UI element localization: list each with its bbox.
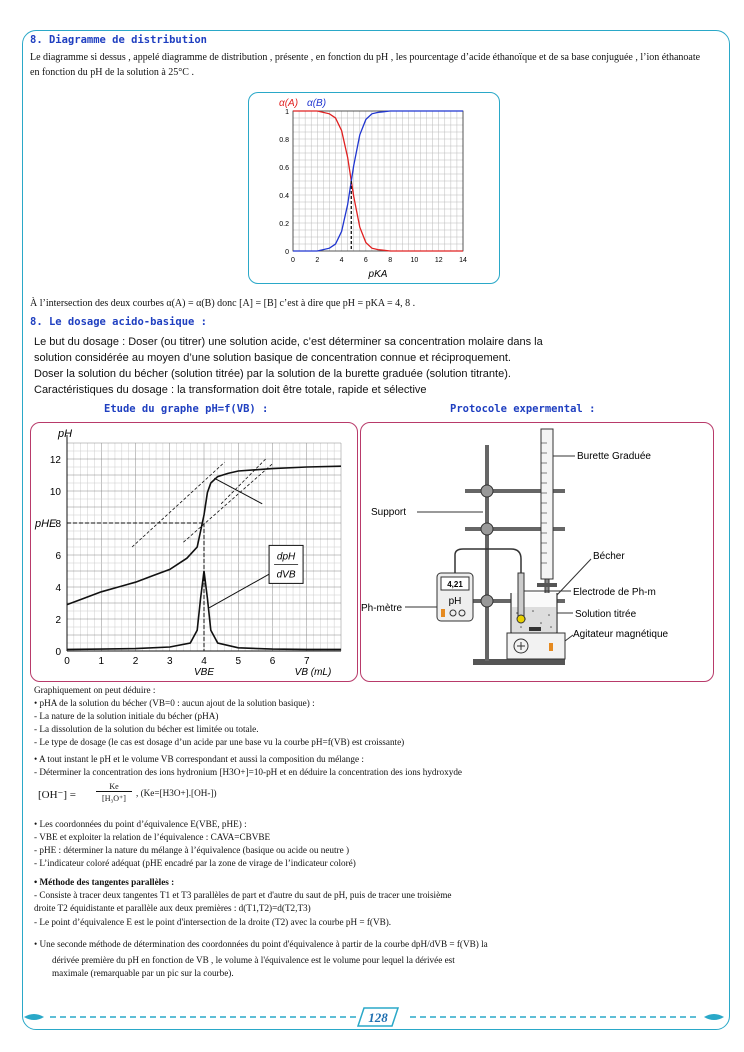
y-tick-label: 0.6 — [279, 165, 289, 172]
dosage-line-3: Doser la solution du bécher (solution titrée) par la solution de la burette graduée (solution titrante). — [34, 368, 511, 380]
x-tick-label: 0 — [64, 656, 70, 667]
label-support: Support — [371, 507, 407, 518]
body-line-4: - La dissolution de la solution du bécher est limitée ou totale. — [34, 724, 259, 734]
label-burette: Burette Graduée — [577, 451, 651, 462]
burette-tap — [537, 583, 557, 587]
y-tick-label: 0 — [285, 249, 289, 256]
distribution-chart-box — [248, 92, 500, 284]
x-tick-label: 6 — [269, 656, 276, 667]
derivative-label-bottom: dVB — [276, 569, 296, 581]
graph-heading: Etude du graphe pH=f(VB) : — [104, 403, 269, 415]
x-tick-label: 7 — [303, 656, 310, 667]
y-tick-label: 1 — [285, 109, 289, 116]
body-line-5: - Le type de dosage (le cas est dosage d’un acide par une base vu la courbe pH=f(VB) est croissante) — [34, 737, 405, 747]
x-axis-label: VB (mL) — [294, 667, 332, 678]
body-line-17: dérivée première du pH en fonction de VB , le volume à l'équivalence est le volume pour lequel la dérivée est — [52, 955, 455, 965]
apparatus-diagram — [361, 423, 713, 681]
section-title-dosage: 8. Le dosage acido-basique : — [30, 316, 208, 328]
y-tick-label: 8 — [55, 519, 61, 530]
titration-chart — [31, 423, 357, 681]
legend-alpha-a: α(A) — [279, 98, 299, 109]
y-tick-label: 6 — [55, 551, 61, 562]
label-solution: Solution titrée — [575, 609, 637, 620]
phe-label: pHE — [35, 518, 57, 530]
x-axis-label: pKA — [368, 269, 388, 280]
label-phmetre: Ph-mètre — [361, 603, 403, 614]
body-line-8: • Les coordonnées du point d’équivalence E(VBE, pHE) : — [34, 819, 247, 829]
formula-left: [OH⁻] = — [38, 789, 76, 801]
x-tick-label: 6 — [363, 257, 368, 264]
electrode — [518, 573, 524, 617]
x-tick-label: 10 — [410, 257, 419, 264]
y-tick-label: 0.2 — [279, 221, 289, 228]
body-line-10: - pHE : déterminer la nature du mélange à l’équivalence (basique ou acide ou neutre ) — [34, 845, 350, 855]
intersection-conclusion: À l’intersection des deux courbes α(A) = α(B) donc [A] = [B] c’est à dire que pH = pKA = 4, 8 . — [30, 298, 416, 309]
x-tick-label: 4 — [201, 656, 207, 667]
legend-alpha-b: α(B) — [307, 98, 327, 109]
body-line-1: Graphiquement on peut déduire : — [34, 685, 156, 695]
tangent-line — [183, 464, 272, 542]
formula-denominator: [H₃O⁺] — [102, 794, 126, 803]
x-tick-label: 12 — [434, 257, 443, 264]
page-number: 128 — [368, 1010, 388, 1025]
body-line-11: - L’indicateur coloré adéquat (pHE encadré par la zone de virage de l’indicateur coloré) — [34, 858, 356, 868]
body-line-6: • A tout instant le pH et le volume VB correspondant et aussi la composition du mélange : — [34, 754, 364, 764]
page-footer — [20, 1005, 728, 1029]
titration-chart-box — [30, 422, 358, 682]
magnetic-stirrer — [507, 633, 565, 659]
label-agitateur: Agitateur magnétique — [573, 629, 669, 640]
y-tick-label: 2 — [55, 615, 61, 626]
x-tick-label: 3 — [166, 656, 173, 667]
vbe-label: VBE — [193, 667, 215, 678]
y-tick-label: 0 — [55, 647, 61, 658]
body-line-12: • Méthode des tangentes parallèles : — [34, 877, 175, 887]
x-tick-label: 14 — [459, 257, 467, 264]
ph-meter-label: pH — [448, 596, 462, 607]
protocol-heading: Protocole expermental : — [450, 403, 596, 415]
x-tick-label: 2 — [315, 257, 320, 264]
y-tick-label: 0.4 — [279, 193, 289, 200]
derivative-label-top: dpH — [276, 551, 296, 563]
x-tick-label: 8 — [388, 257, 393, 264]
x-tick-label: 1 — [98, 656, 105, 667]
body-line-2: • pHA de la solution du bécher (VB=0 : aucun ajout de la solution basique) : — [34, 698, 315, 708]
formula-numerator: Ke — [96, 782, 132, 792]
body-line-3: - La nature de la solution initiale du bécher (pHA) — [34, 711, 219, 721]
body-line-15: - Le point d’équivalence E est le point d'intersection de la droite (T2) avec la courbe pH = f(VB). — [34, 917, 392, 927]
body-line-13: - Consiste à tracer deux tangentes T1 et T3 parallèles de part et d'autre du saut de pH, puis de tracer une troisième — [34, 890, 452, 900]
dosage-line-1: Le but du dosage : Doser (ou titrer) une solution acide, c’est déterminer sa concentration molaire dans la — [34, 336, 543, 348]
apparatus-box — [360, 422, 714, 682]
distribution-chart — [249, 93, 499, 283]
dosage-line-2: solution considérée au moyen d’une solution basique de concentration connue et réciproquement. — [34, 352, 511, 364]
body-line-14: droite T2 équidistante et parallèle aux deux premières : d(T1,T2)=d(T2,T3) — [34, 903, 311, 913]
section-title-distribution: 8. Diagramme de distribution — [30, 34, 208, 46]
x-tick-label: 4 — [339, 257, 344, 264]
body-line-7: - Déterminer la concentration des ions hydronium [H3O+]=10-pH et en déduire la concentration des ions hydroxyde — [34, 767, 463, 777]
support-rod — [485, 445, 489, 661]
y-tick-label: 4 — [55, 583, 61, 594]
label-becher: Bécher — [593, 551, 625, 562]
formula-right: , (Ke=[H3O+].[OH-]) — [136, 788, 217, 798]
y-axis-label: pH — [57, 428, 73, 440]
body-line-18: maximale (remarquable par un pic sur la courbe). — [52, 968, 234, 978]
burette — [541, 429, 553, 579]
body-line-9: - VBE et exploiter la relation de l’équivalence : CAVA=CBVBE — [34, 832, 271, 842]
x-tick-label: 2 — [132, 656, 139, 667]
y-tick-label: 0.8 — [279, 137, 289, 144]
y-tick-label: 10 — [49, 487, 61, 498]
ph-display: 4,21 — [447, 580, 463, 589]
distribution-paragraph: Le diagramme si dessus , appelé diagramme de distribution , présente , en fonction du pH , les pourcentage d’acide éthanoïque et de sa base conjuguée , l’ion éthanoate en fonction du pH de la solution à 25°C . — [30, 52, 701, 78]
y-tick-label: 12 — [49, 455, 61, 466]
body-line-16: • Une seconde méthode de détermination des coordonnées du point d'équivalence à partir de la courbe dpH/dVB = f(VB) la — [34, 939, 488, 949]
dosage-line-4: Caractéristiques du dosage : la transformation doit être totale, rapide et sélective — [34, 384, 427, 396]
x-tick-label: 0 — [291, 257, 295, 264]
x-tick-label: 5 — [235, 656, 242, 667]
label-electrode: Electrode de Ph-m — [573, 587, 656, 598]
